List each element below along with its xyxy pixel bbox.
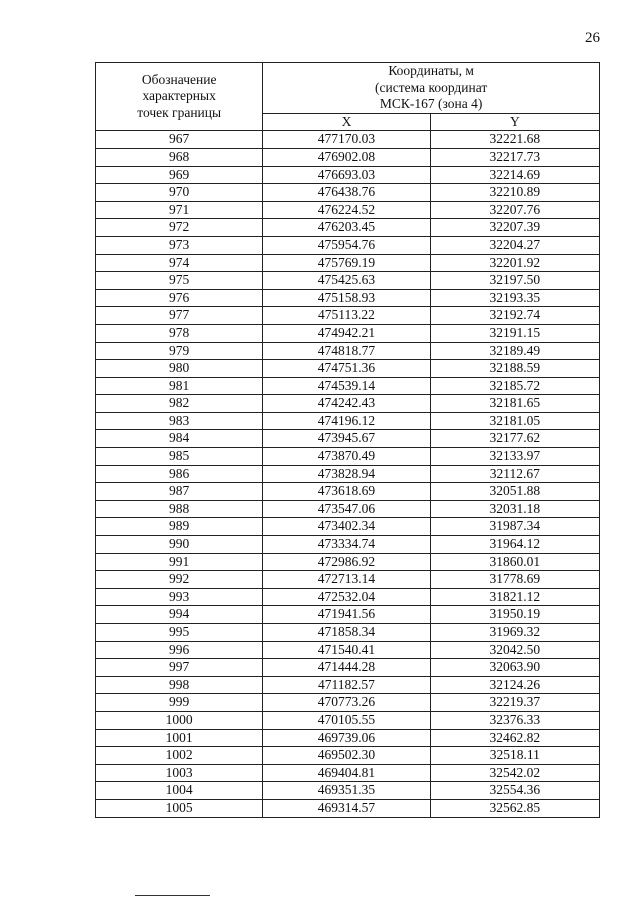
- x-coordinate-cell: 471182.57: [263, 676, 430, 694]
- point-number-cell: 968: [96, 148, 263, 166]
- table-row: [96, 360, 600, 378]
- point-number-cell: 994: [96, 606, 263, 624]
- coordinates-column-header: [263, 63, 600, 114]
- table-row: [96, 377, 600, 395]
- x-coordinate-cell: 469314.57: [263, 799, 430, 817]
- coordinates-table: [95, 62, 600, 818]
- y-coordinate-cell: 31860.01: [430, 553, 599, 571]
- table-row: [96, 536, 600, 554]
- point-number-cell: 976: [96, 289, 263, 307]
- table-row: [96, 448, 600, 466]
- y-coordinate-cell: 32219.37: [430, 694, 599, 712]
- x-coordinate-cell: 474242.43: [263, 395, 430, 413]
- y-coordinate-cell: 32124.26: [430, 676, 599, 694]
- x-coordinate-cell: 476693.03: [263, 166, 430, 184]
- table-row: [96, 166, 600, 184]
- y-coordinate-cell: 32197.50: [430, 272, 599, 290]
- x-coordinate-cell: 476438.76: [263, 184, 430, 202]
- point-header-line: Обозначение: [141, 71, 217, 87]
- point-number-cell: 992: [96, 571, 263, 589]
- x-coordinate-cell: 471858.34: [263, 624, 430, 642]
- point-number-cell: 986: [96, 465, 263, 483]
- footer-line: [135, 895, 210, 896]
- point-number-cell: 977: [96, 307, 263, 325]
- y-coordinate-cell: 32133.97: [430, 448, 599, 466]
- y-coordinate-cell: 31969.32: [430, 624, 599, 642]
- x-coordinate-cell: 471941.56: [263, 606, 430, 624]
- point-number-cell: 974: [96, 254, 263, 272]
- y-coordinate-cell: 32207.39: [430, 219, 599, 237]
- point-number-cell: 988: [96, 500, 263, 518]
- point-number-cell: 993: [96, 588, 263, 606]
- y-coordinate-cell: 32063.90: [430, 659, 599, 677]
- coords-header-line: МСК-167 (зона 4): [379, 96, 483, 112]
- point-number-cell: 1001: [96, 729, 263, 747]
- x-coordinate-cell: 469404.81: [263, 764, 430, 782]
- y-coordinate-cell: 32181.05: [430, 412, 599, 430]
- table-row: [96, 148, 600, 166]
- table-row: [96, 254, 600, 272]
- y-coordinate-cell: 32217.73: [430, 148, 599, 166]
- point-number-cell: 989: [96, 518, 263, 536]
- table-row: [96, 324, 600, 342]
- x-coordinate-cell: 475425.63: [263, 272, 430, 290]
- x-coordinate-cell: 472986.92: [263, 553, 430, 571]
- x-coordinate-cell: 477170.03: [263, 131, 430, 149]
- point-number-cell: 978: [96, 324, 263, 342]
- x-coordinate-cell: 472532.04: [263, 588, 430, 606]
- y-coordinate-cell: 32042.50: [430, 641, 599, 659]
- x-coordinate-cell: 475113.22: [263, 307, 430, 325]
- y-coordinate-cell: 32221.68: [430, 131, 599, 149]
- table-row: [96, 289, 600, 307]
- point-number-cell: 981: [96, 377, 263, 395]
- table-row: [96, 764, 600, 782]
- x-coordinate-cell: 476902.08: [263, 148, 430, 166]
- y-coordinate-cell: 32210.89: [430, 184, 599, 202]
- x-column-header: X: [263, 113, 430, 131]
- point-number-cell: 996: [96, 641, 263, 659]
- point-number-cell: 1002: [96, 747, 263, 765]
- point-column-header: [96, 63, 263, 131]
- y-coordinate-cell: 32201.92: [430, 254, 599, 272]
- x-coordinate-cell: 469502.30: [263, 747, 430, 765]
- y-coordinate-cell: 31778.69: [430, 571, 599, 589]
- table-row: [96, 588, 600, 606]
- x-coordinate-cell: 473547.06: [263, 500, 430, 518]
- x-coordinate-cell: 473618.69: [263, 483, 430, 501]
- point-number-cell: 983: [96, 412, 263, 430]
- point-number-cell: 999: [96, 694, 263, 712]
- table-row: [96, 201, 600, 219]
- point-number-cell: 1004: [96, 782, 263, 800]
- table-row: [96, 500, 600, 518]
- table-row: [96, 412, 600, 430]
- y-coordinate-cell: 32204.27: [430, 236, 599, 254]
- page-number: 26: [585, 30, 600, 46]
- x-coordinate-cell: 473334.74: [263, 536, 430, 554]
- x-coordinate-cell: 475769.19: [263, 254, 430, 272]
- point-number-cell: 990: [96, 536, 263, 554]
- x-coordinate-cell: 469351.35: [263, 782, 430, 800]
- table-row: [96, 624, 600, 642]
- y-coordinate-cell: 31987.34: [430, 518, 599, 536]
- table-row: [96, 676, 600, 694]
- y-coordinate-cell: 31821.12: [430, 588, 599, 606]
- table-row: [96, 465, 600, 483]
- table-row: [96, 711, 600, 729]
- table-row: [96, 430, 600, 448]
- x-coordinate-cell: 474942.21: [263, 324, 430, 342]
- x-coordinate-cell: 472713.14: [263, 571, 430, 589]
- y-coordinate-cell: 32177.62: [430, 430, 599, 448]
- table-row: [96, 219, 600, 237]
- point-number-cell: 973: [96, 236, 263, 254]
- x-coordinate-cell: 476203.45: [263, 219, 430, 237]
- point-number-cell: 972: [96, 219, 263, 237]
- x-coordinate-cell: 474196.12: [263, 412, 430, 430]
- y-coordinate-cell: 32188.59: [430, 360, 599, 378]
- x-coordinate-cell: 470773.26: [263, 694, 430, 712]
- point-number-cell: 967: [96, 131, 263, 149]
- point-number-cell: 984: [96, 430, 263, 448]
- table-row: [96, 395, 600, 413]
- x-coordinate-cell: 474539.14: [263, 377, 430, 395]
- y-coordinate-cell: 32192.74: [430, 307, 599, 325]
- point-number-cell: 979: [96, 342, 263, 360]
- y-coordinate-cell: 32051.88: [430, 483, 599, 501]
- x-coordinate-cell: 475954.76: [263, 236, 430, 254]
- table-row: [96, 483, 600, 501]
- x-coordinate-cell: 473828.94: [263, 465, 430, 483]
- table-row: [96, 342, 600, 360]
- y-coordinate-cell: 31950.19: [430, 606, 599, 624]
- y-coordinate-cell: 32214.69: [430, 166, 599, 184]
- y-coordinate-cell: 32562.85: [430, 799, 599, 817]
- x-coordinate-cell: 474751.36: [263, 360, 430, 378]
- point-number-cell: 969: [96, 166, 263, 184]
- table-row: [96, 659, 600, 677]
- table-row: [96, 606, 600, 624]
- table-row: [96, 641, 600, 659]
- coords-header-line: Координаты, м: [388, 63, 474, 78]
- y-coordinate-cell: 32031.18: [430, 500, 599, 518]
- point-number-cell: 1000: [96, 711, 263, 729]
- x-coordinate-cell: 474818.77: [263, 342, 430, 360]
- point-number-cell: 980: [96, 360, 263, 378]
- point-number-cell: 971: [96, 201, 263, 219]
- y-coordinate-cell: 32185.72: [430, 377, 599, 395]
- table-row: [96, 694, 600, 712]
- y-coordinate-cell: 32189.49: [430, 342, 599, 360]
- point-number-cell: 995: [96, 624, 263, 642]
- x-coordinate-cell: 475158.93: [263, 289, 430, 307]
- point-number-cell: 998: [96, 676, 263, 694]
- table-row: [96, 131, 600, 149]
- table-row: [96, 747, 600, 765]
- point-number-cell: 1003: [96, 764, 263, 782]
- y-coordinate-cell: 32207.76: [430, 201, 599, 219]
- point-number-cell: 997: [96, 659, 263, 677]
- y-coordinate-cell: 32554.36: [430, 782, 599, 800]
- x-coordinate-cell: 470105.55: [263, 711, 430, 729]
- y-coordinate-cell: 31964.12: [430, 536, 599, 554]
- point-number-cell: 987: [96, 483, 263, 501]
- y-coordinate-cell: 32542.02: [430, 764, 599, 782]
- table-row: [96, 518, 600, 536]
- y-coordinate-cell: 32112.67: [430, 465, 599, 483]
- y-coordinate-cell: 32191.15: [430, 324, 599, 342]
- table-row: [96, 782, 600, 800]
- point-number-cell: 991: [96, 553, 263, 571]
- y-coordinate-cell: 32518.11: [430, 747, 599, 765]
- x-coordinate-cell: 471540.41: [263, 641, 430, 659]
- table-row: [96, 307, 600, 325]
- y-coordinate-cell: 32376.33: [430, 711, 599, 729]
- x-coordinate-cell: 473945.67: [263, 430, 430, 448]
- x-coordinate-cell: 471444.28: [263, 659, 430, 677]
- table-row: [96, 236, 600, 254]
- point-header-line: характерных: [142, 88, 216, 104]
- y-column-header: Y: [430, 113, 599, 131]
- point-number-cell: 1005: [96, 799, 263, 817]
- x-coordinate-cell: 476224.52: [263, 201, 430, 219]
- table-row: [96, 571, 600, 589]
- table-row: [96, 184, 600, 202]
- table-row: [96, 799, 600, 817]
- y-coordinate-cell: 32181.65: [430, 395, 599, 413]
- point-number-cell: 985: [96, 448, 263, 466]
- coords-header-line: (система координат: [375, 79, 488, 95]
- y-coordinate-cell: 32462.82: [430, 729, 599, 747]
- point-number-cell: 970: [96, 184, 263, 202]
- x-coordinate-cell: 473870.49: [263, 448, 430, 466]
- x-coordinate-cell: 469739.06: [263, 729, 430, 747]
- point-header-line: точек границы: [137, 104, 222, 120]
- table-row: [96, 272, 600, 290]
- y-coordinate-cell: 32193.35: [430, 289, 599, 307]
- table-row: [96, 553, 600, 571]
- x-coordinate-cell: 473402.34: [263, 518, 430, 536]
- table-row: [96, 729, 600, 747]
- point-number-cell: 982: [96, 395, 263, 413]
- point-number-cell: 975: [96, 272, 263, 290]
